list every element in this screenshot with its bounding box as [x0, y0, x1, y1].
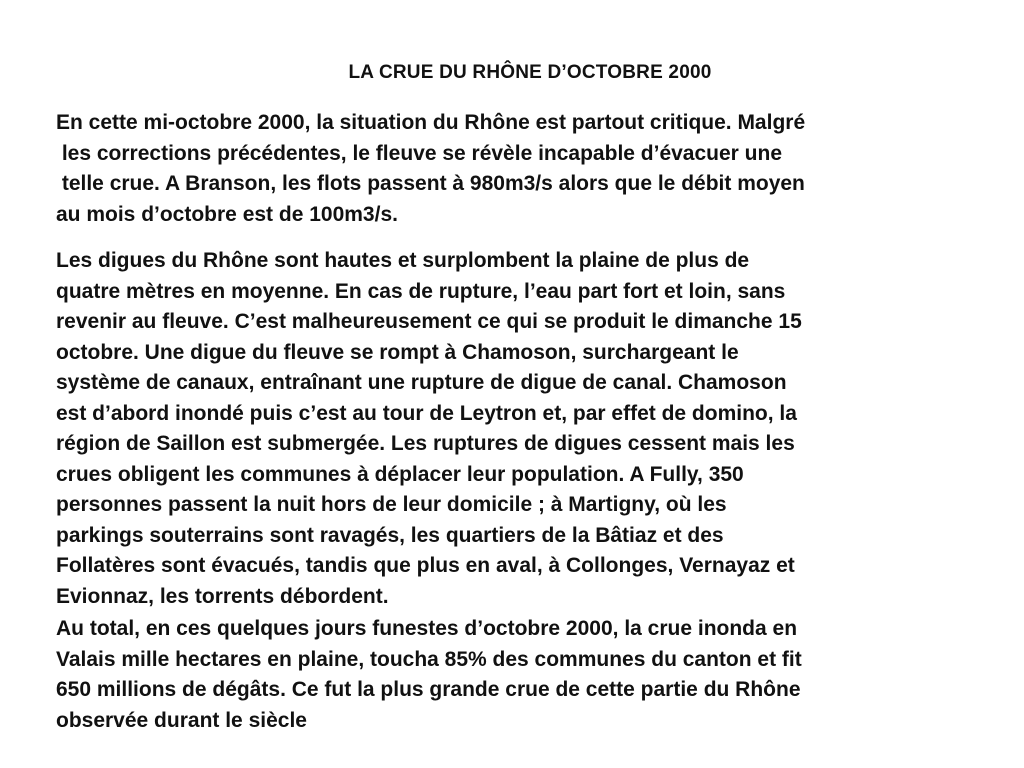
paragraph-3 [56, 614, 986, 736]
paragraph-1-line: au mois d’octobre est de 100m3/s. [56, 202, 398, 226]
paragraph-2-line: personnes passent la nuit hors de leur domicile ; à Martigny, où les [56, 493, 727, 516]
paragraph-2-line: Follatères sont évacués, tandis que plus en aval, à Collonges, Vernayaz et [56, 554, 795, 577]
paragraph-2-line: Les digues du Rhône sont hautes et surplombent la plaine de plus de [56, 249, 750, 272]
paragraph-3-line: observée durant le siècle [56, 708, 307, 732]
paragraph-2-line: système de canaux, entraînant une rupture de digue de canal. Chamoson [56, 371, 787, 394]
paragraph-2-line: région de Saillon est submergée. Les ruptures de digues cessent mais les [56, 432, 795, 455]
paragraph-2 [56, 246, 986, 612]
paragraph-3-line: Valais mille hectares en plaine, toucha 85% des communes du canton et fit [56, 647, 802, 671]
page-title: LA CRUE DU RHÔNE D’OCTOBRE 2000 [348, 62, 712, 83]
paragraph-2-line: quatre mètres en moyenne. En cas de rupture, l’eau part fort et loin, sans [56, 279, 786, 303]
paragraph-2-line: parkings souterrains sont ravagés, les quartiers de la Bâtiaz et des [56, 523, 724, 547]
paragraph-1-line: telle crue. A Branson, les flots passent à 980m3/s alors que le débit moyen [56, 172, 805, 195]
paragraph-2-line: octobre. Une digue du fleuve se rompt à Chamoson, surchargeant le [56, 340, 739, 364]
paragraph-2-line: Evionnaz, les torrents débordent. [56, 584, 389, 608]
paragraph-3-line: Au total, en ces quelques jours funestes d’octobre 2000, la crue inonda en [56, 617, 798, 640]
paragraph-1-line: les corrections précédentes, le fleuve se révèle incapable d’évacuer une [56, 141, 783, 165]
paragraph-2-line: revenir au fleuve. C’est malheureusement ce qui se produit le dimanche 15 [56, 310, 802, 333]
paragraph-2-line: crues obligent les communes à déplacer leur population. A Fully, 350 [56, 462, 744, 486]
paragraph-1 [56, 108, 986, 230]
paragraph-2-line: est d’abord inondé puis c’est au tour de Leytron et, par effet de domino, la [56, 401, 797, 425]
paragraph-3-line: 650 millions de dégâts. Ce fut la plus grande crue de cette partie du Rhône [56, 678, 801, 701]
paragraph-1-line: En cette mi-octobre 2000, la situation du Rhône est partout critique. Malgré [56, 111, 806, 134]
